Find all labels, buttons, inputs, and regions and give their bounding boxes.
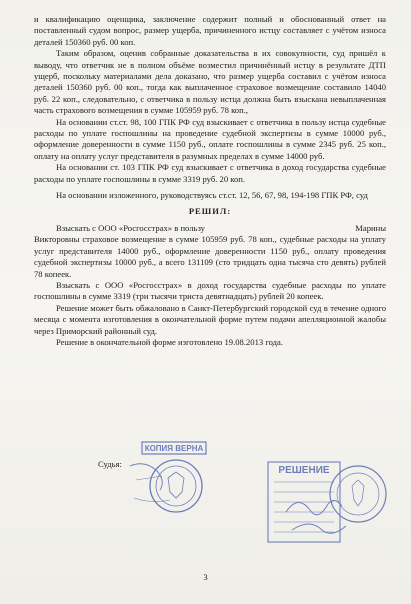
- paragraph-1: и квалификацию оценщика, заключение содержит полный и обоснованный ответ на поставленный судом вопрос, размер ущерба, причиненного истцу составляет с учётом износа деталей 150360 руб. 00 коп.: [34, 14, 386, 47]
- decision-stamp: [262, 460, 390, 544]
- paragraph-5: На основании изложенного, руководствуясь ст.ст. 12, 56, 67, 98, 194-198 ГПК РФ, суд: [56, 190, 368, 201]
- decision-paragraph-2: Взыскать с ООО «Росгосстрах» в доход государства судебные расходы по уплате госпошлины в сумме 3319 (три тысячи триста девятнадцать) рублей 20 копеек.: [34, 279, 386, 302]
- copy-true-stamp: [122, 440, 228, 520]
- judge-label: Судья:: [98, 459, 122, 469]
- page-number: 3: [203, 572, 208, 582]
- round-seal-icon: [330, 466, 386, 522]
- decision-paragraph-4: Решение в окончательной форме изготовлено 19.08.2013 года.: [56, 336, 284, 347]
- paragraph-2: Таким образом, оценив собранные доказательства в их совокупности, суд пришёл к выводу, что ответчик не в полном объёме возместил причинённый истцу в результате ДТП ущерб, поскольку материалами дела доказано, что размер ущерба составил с учётом износа деталей 150360 руб. 00 коп., тогда как выплаченное страховое возмещение составило 14040 руб. 22 коп., следовательно, с ответчика в пользу истца должна быть взыскана невыплаченная часть страхового возмещения в сумме 105959 руб. 78 коп.,: [34, 48, 386, 116]
- document-body: [34, 14, 386, 348]
- decision-stamp-title: РЕШЕНИЕ: [278, 465, 330, 476]
- paragraph-3: На основании ст.ст. 98, 100 ГПК РФ суд взыскивает с ответчика в пользу истца судебные расходы по уплате госпошлины на проведение судебной экспертизы в сумме 10000 руб., оформление доверенности в сумме 1150 руб., оплате госпошлины в сумме 2345 руб. 25 коп., оплату на оплату услуг представителя в разумных пределах в сумме 14000 руб.: [34, 116, 386, 161]
- decision-first-rest: Викторовны страховое возмещение в сумме 105959 руб. 78 коп., судебные расходы на уплату услуг представителя 14000 руб., оформление доверенности 1150 руб., оплату проведения судебной экспертизы 10000 руб., а всего 131109 (сто тридцать одна тысяча сто девять) рублей 78 копеек.: [34, 234, 386, 279]
- court-seal-icon: [150, 460, 202, 512]
- copy-true-stamp-title: КОПИЯ ВЕРНА: [144, 444, 204, 453]
- decision-heading: РЕШИЛ:: [188, 205, 232, 216]
- decision-first-line-left: Взыскать с ООО «Росгосстрах» в пользу: [56, 222, 205, 233]
- decision-paragraph-3: Решение может быть обжаловано в Санкт-Петербургский городской суд в течение одного месяца с момента изготовления в окончательной форме путем подачи апелляционной жалобы через Приморский районный суд.: [34, 302, 386, 336]
- decision-first-line: [34, 223, 386, 234]
- paragraph-4: На основании ст. 103 ГПК РФ суд взыскивает с ответчика в доход государства судебные расходы по уплате госпошлины в сумме 3319 руб. 20 коп.: [34, 162, 386, 184]
- decision-first-line-right: Марины: [355, 222, 386, 233]
